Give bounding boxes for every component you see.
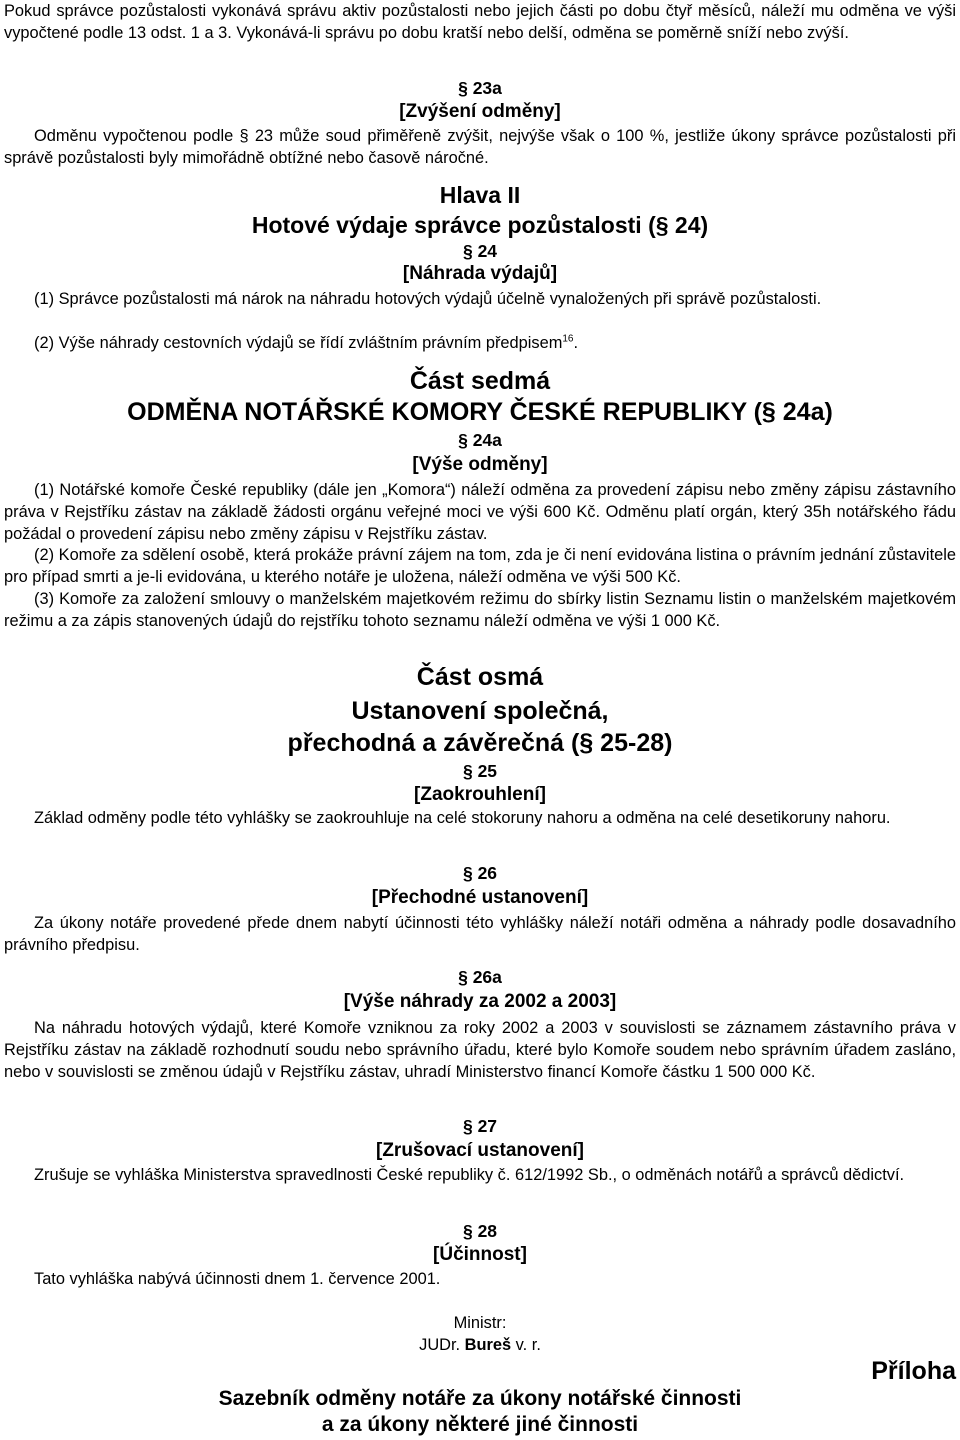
footnote-reference: 16	[562, 333, 574, 345]
section-27-title: [Zrušovací ustanovení]	[376, 1140, 584, 1161]
section-28-text: Tato vyhláška nabývá účinnosti dnem 1. července 2001.	[34, 1270, 441, 1288]
section-25-text: Základ odměny podle této vyhlášky se zaokrouhluje na celé stokoruny nahoru a odměna na celé desetikoruny nahoru.	[34, 809, 891, 827]
section-24-para-2-text: (2) Výše náhrady cestovních výdajů se řídí zvláštním právním předpisem	[34, 334, 563, 352]
signature-role: Ministr:	[453, 1314, 507, 1332]
annex-title-line-2: a za úkony některé jiné činnosti	[321, 1413, 639, 1436]
section-24a-title: [Výše odměny]	[412, 454, 548, 475]
section-26a-number: § 26a	[458, 967, 502, 987]
section-26a-title: [Výše náhrady za 2002 a 2003]	[343, 991, 617, 1012]
part-8-line-3: přechodná a závěrečná (§ 25-28)	[287, 729, 673, 757]
section-28-number: § 28	[462, 1221, 498, 1241]
section-24-number: § 24	[462, 241, 498, 261]
section-23a-text: Odměnu vypočtenou podle § 23 může soud přiměřeně zvýšit, nejvýše však o 100 %, jestliže úkony správce pozůstalosti při správě pozůstalosti byly mimořádně obtížné nebo časově náročné.	[4, 127, 956, 167]
part-8-title: Část osmá	[416, 663, 544, 691]
section-24-para-1: (1) Správce pozůstalosti má nárok na náhradu hotových výdajů účelně vynaložených při správě pozůstalosti.	[34, 290, 822, 308]
part-8-line-2: Ustanovení společná,	[351, 697, 609, 725]
section-27-number: § 27	[462, 1116, 498, 1136]
section-24a-para-2: (2) Komoře za sdělení osobě, která prokáže právní zájem na tom, zda je či není evidována listina o právním jednání zůstavitele pro případ smrti a je-li evidována, u kterého notáře je uložena, náleží odměna ve výši 500 Kč.	[4, 546, 956, 586]
signature-surname: Bureš	[464, 1336, 512, 1354]
section-24-para-2-end: .	[573, 334, 579, 352]
section-27-text: Zrušuje se vyhláška Ministerstva spravedlnosti České republiky č. 612/1992 Sb., o odměnách notářů a správců dědictví.	[34, 1166, 905, 1184]
section-24a-para-1: (1) Notářské komoře České republiky (dále jen „Komora“) náleží odměna za provedení zápisu nebo změny zápisu zástavního práva v Rejstříku zástav na základě žádosti orgánu veřejné moci ve výši 600 Kč. Odměnu platí orgán, který 35h notářského řádu požádal o provedení zápisu nebo změny zápisu v Rejstříku zástav.	[4, 481, 956, 543]
section-26-title: [Přechodné ustanovení]	[371, 887, 589, 908]
section-24-title: [Náhrada výdajů]	[402, 263, 558, 284]
section-24-para-2	[4, 332, 956, 354]
paragraph-intro: Pokud správce pozůstalosti vykonává správu aktiv pozůstalosti nebo jejich části po dobu čtyř měsíců, náleží mu odměna ve výši vypočtené podle 13 odst. 1 a 3. Vykonává-li správu po dobu kratší nebo delší, odměna se poměrně sníží nebo zvýší.	[4, 2, 956, 42]
section-24a-number: § 24a	[458, 430, 502, 450]
annex-title-line-1: Sazebník odměny notáře za úkony notářské činnosti	[218, 1387, 742, 1410]
signature-name	[0, 1334, 960, 1356]
part-7-subtitle: ODMĚNA NOTÁŘSKÉ KOMORY ČESKÉ REPUBLIKY (§ 24a)	[127, 398, 833, 426]
part-7-title: Část sedmá	[409, 367, 551, 395]
annex-label: Příloha	[871, 1357, 956, 1385]
section-28-title: [Účinnost]	[433, 1244, 527, 1265]
signature-name-prefix: JUDr.	[419, 1336, 465, 1354]
signature-name-suffix: v. r.	[511, 1336, 541, 1354]
section-24a-para-3: (3) Komoře za založení smlouvy o manželském majetkovém režimu do sbírky listin Seznamu listin o manželském majetkovém režimu a za zápis stanovených údajů do rejstříku tohoto seznamu náleží odměna ve výši 1 000 Kč.	[4, 590, 956, 630]
section-25-title: [Zaokrouhlení]	[414, 784, 546, 805]
hlava-subtitle: Hotové výdaje správce pozůstalosti (§ 24)	[251, 212, 709, 238]
section-26-text: Za úkony notáře provedené přede dnem nabytí účinnosti této vyhlášky náleží notáři odměna a náhrady podle dosavadního právního předpisu.	[4, 914, 956, 954]
section-23a-number: § 23a	[458, 78, 502, 98]
section-26a-text: Na náhradu hotových výdajů, které Komoře vzniknou za roky 2002 a 2003 v souvislosti se záznamem zástavního práva v Rejstříku zástav na základě rozhodnutí soudu nebo správního úřadu, které bylo Komoře soudem nebo správním úřadem zasláno, nebo v souvislosti se změnou údajů v Rejstříku zástav, uhradí Ministerstvo financí Komoře částku 1 500 000 Kč.	[4, 1019, 956, 1081]
hlava-title: Hlava II	[439, 182, 521, 208]
section-23a-title: [Zvýšení odměny]	[399, 101, 561, 122]
section-26-number: § 26	[462, 863, 498, 883]
section-25-number: § 25	[462, 761, 498, 781]
